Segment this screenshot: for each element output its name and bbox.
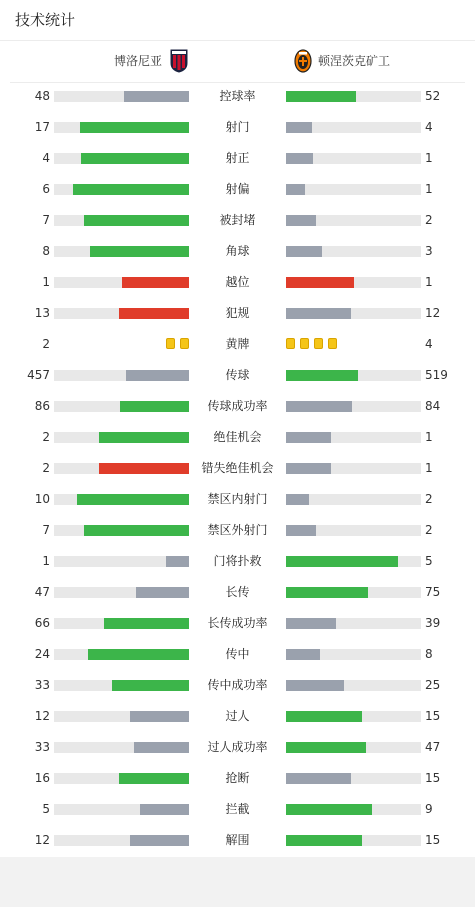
home-value: 7 <box>42 523 50 537</box>
stat-label: 绝佳机会 <box>213 430 262 444</box>
away-bar <box>286 401 352 412</box>
away-bar-track <box>286 91 421 102</box>
away-bar <box>286 556 398 567</box>
home-team[interactable] <box>114 48 188 74</box>
home-bar-track <box>54 308 189 319</box>
stat-row[interactable] <box>0 205 475 236</box>
home-bar-track <box>54 711 189 722</box>
stat-label: 控球率 <box>219 89 256 103</box>
stat-row[interactable] <box>0 329 475 360</box>
home-bar <box>166 556 189 567</box>
stat-row[interactable] <box>0 453 475 484</box>
home-bar <box>99 432 189 443</box>
stat-label: 长传成功率 <box>207 616 268 630</box>
home-value: 48 <box>34 89 50 103</box>
stat-label: 被封堵 <box>219 213 256 227</box>
away-value: 9 <box>425 802 433 816</box>
away-bar <box>286 742 366 753</box>
away-value: 1 <box>425 151 433 165</box>
home-value: 5 <box>42 802 50 816</box>
home-value: 2 <box>42 461 50 475</box>
stat-row[interactable] <box>0 546 475 577</box>
away-bar-track <box>286 742 421 753</box>
home-bar-track <box>54 742 189 753</box>
home-bar-track <box>54 804 189 815</box>
title-divider <box>0 40 475 41</box>
home-bar-track <box>54 401 189 412</box>
away-bar <box>286 91 356 102</box>
away-bar <box>286 246 322 257</box>
home-value: 1 <box>42 554 50 568</box>
home-value: 66 <box>34 616 50 630</box>
home-bar-track <box>54 91 189 102</box>
home-value: 16 <box>34 771 50 785</box>
away-bar <box>286 649 320 660</box>
away-value: 39 <box>425 616 441 630</box>
stat-label: 过人成功率 <box>207 740 268 754</box>
home-bar-track <box>54 153 189 164</box>
away-bar-track <box>286 432 421 443</box>
stat-label: 长传 <box>225 585 250 599</box>
stat-row[interactable] <box>0 391 475 422</box>
home-bar <box>126 370 189 381</box>
home-bar <box>84 215 189 226</box>
stat-row[interactable] <box>0 112 475 143</box>
yellow-card-icon <box>328 338 337 349</box>
stats-list <box>0 81 475 856</box>
stat-row[interactable] <box>0 298 475 329</box>
away-bar-track <box>286 804 421 815</box>
away-bar-track <box>286 556 421 567</box>
yellow-card-icon <box>314 338 323 349</box>
home-bar <box>119 308 189 319</box>
home-bar-track <box>54 649 189 660</box>
home-bar-track <box>54 122 189 133</box>
stat-label: 射正 <box>225 151 250 165</box>
home-bar <box>112 680 189 691</box>
stat-label: 解围 <box>225 833 250 847</box>
stat-row[interactable] <box>0 639 475 670</box>
stat-label: 犯规 <box>225 306 250 320</box>
away-bar-track <box>286 122 421 133</box>
stat-row[interactable] <box>0 236 475 267</box>
stat-row[interactable] <box>0 763 475 794</box>
away-bar <box>286 122 312 133</box>
home-bar <box>119 773 189 784</box>
page-title: 技术统计 <box>15 11 76 29</box>
stat-row[interactable] <box>0 732 475 763</box>
stat-row[interactable] <box>0 174 475 205</box>
home-value: 7 <box>42 213 50 227</box>
away-bar-track <box>286 587 421 598</box>
home-value: 33 <box>34 678 50 692</box>
stat-label: 门将扑救 <box>213 554 262 568</box>
stat-row[interactable] <box>0 422 475 453</box>
away-value: 3 <box>425 244 433 258</box>
yellow-card-icon <box>286 338 295 349</box>
home-bar <box>134 742 189 753</box>
home-bar <box>90 246 189 257</box>
stat-label: 越位 <box>225 275 250 289</box>
stat-row[interactable] <box>0 577 475 608</box>
home-value: 47 <box>34 585 50 599</box>
away-value: 2 <box>425 492 433 506</box>
home-value: 12 <box>34 833 50 847</box>
away-bar <box>286 184 305 195</box>
stat-label: 传球成功率 <box>207 399 268 413</box>
away-value: 84 <box>425 399 441 413</box>
home-value: 33 <box>34 740 50 754</box>
stat-label: 拦截 <box>225 802 250 816</box>
away-value: 47 <box>425 740 441 754</box>
home-bar <box>136 587 189 598</box>
stat-row[interactable] <box>0 360 475 391</box>
away-bar <box>286 277 354 288</box>
stat-label: 过人 <box>225 709 250 723</box>
home-bar <box>140 804 189 815</box>
away-bar-track <box>286 680 421 691</box>
away-bar <box>286 773 351 784</box>
away-bar <box>286 153 313 164</box>
home-bar-track <box>54 277 189 288</box>
away-bar <box>286 432 331 443</box>
away-value: 1 <box>425 461 433 475</box>
stat-label: 抢断 <box>225 771 250 785</box>
away-value: 2 <box>425 523 433 537</box>
home-value: 2 <box>42 337 50 351</box>
yellow-card-icon <box>300 338 309 349</box>
home-bar <box>88 649 189 660</box>
away-value: 4 <box>425 120 433 134</box>
home-bar <box>120 401 189 412</box>
stat-row[interactable] <box>0 701 475 732</box>
stat-row[interactable] <box>0 825 475 856</box>
away-bar-track <box>286 277 421 288</box>
home-value: 2 <box>42 430 50 444</box>
away-value: 2 <box>425 213 433 227</box>
home-bar-track <box>54 370 189 381</box>
home-value: 12 <box>34 709 50 723</box>
stat-row[interactable] <box>0 515 475 546</box>
bologna-badge-icon <box>170 49 188 73</box>
stat-label: 传球 <box>225 368 250 382</box>
stat-label: 射门 <box>225 120 250 134</box>
home-bar-track <box>54 494 189 505</box>
away-bar-track <box>286 308 421 319</box>
away-bar-track <box>286 618 421 629</box>
away-value: 5 <box>425 554 433 568</box>
home-value: 457 <box>27 368 50 382</box>
away-bar-track <box>286 215 421 226</box>
home-value: 4 <box>42 151 50 165</box>
away-team-name: 顿涅茨克矿工 <box>318 54 391 68</box>
away-bar <box>286 463 331 474</box>
home-bar-track <box>54 618 189 629</box>
stat-row[interactable] <box>0 670 475 701</box>
stat-row[interactable] <box>0 484 475 515</box>
away-bar-track <box>286 184 421 195</box>
home-value: 6 <box>42 182 50 196</box>
home-value: 86 <box>34 399 50 413</box>
home-bar-track <box>54 246 189 257</box>
home-bar <box>80 122 189 133</box>
home-bar-track <box>54 525 189 536</box>
home-value: 13 <box>34 306 50 320</box>
stat-label: 传中 <box>225 647 250 661</box>
stat-label: 错失绝佳机会 <box>201 461 274 475</box>
away-value: 1 <box>425 275 433 289</box>
yellow-card-icon <box>180 338 189 349</box>
home-bar <box>81 153 189 164</box>
away-bar <box>286 835 362 846</box>
away-bar-track <box>286 246 421 257</box>
away-value: 8 <box>425 647 433 661</box>
away-value: 15 <box>425 709 441 723</box>
stat-label: 射偏 <box>225 182 250 196</box>
stat-row[interactable] <box>0 608 475 639</box>
home-value: 10 <box>34 492 50 506</box>
home-bar <box>104 618 189 629</box>
away-bar-track <box>286 370 421 381</box>
home-bar-track <box>54 680 189 691</box>
stat-label: 黄牌 <box>225 337 250 351</box>
home-value: 17 <box>34 120 50 134</box>
away-value: 1 <box>425 430 433 444</box>
away-value: 519 <box>425 368 448 382</box>
home-value: 24 <box>34 647 50 661</box>
away-bar <box>286 215 316 226</box>
shakhtar-badge-icon <box>294 49 312 73</box>
away-value: 15 <box>425 771 441 785</box>
away-bar-track <box>286 401 421 412</box>
away-bar <box>286 370 358 381</box>
away-value: 25 <box>425 678 441 692</box>
away-value: 52 <box>425 89 441 103</box>
home-bar-track <box>54 463 189 474</box>
home-team-name: 博洛尼亚 <box>114 54 163 68</box>
home-yellow-cards <box>166 338 189 349</box>
away-bar-track <box>286 525 421 536</box>
away-team[interactable] <box>294 48 390 74</box>
home-bar <box>84 525 189 536</box>
away-bar <box>286 680 344 691</box>
stat-label: 角球 <box>225 244 250 258</box>
away-bar <box>286 804 372 815</box>
away-value: 1 <box>425 182 433 196</box>
home-bar-track <box>54 773 189 784</box>
away-bar <box>286 525 316 536</box>
home-bar <box>99 463 189 474</box>
away-value: 12 <box>425 306 441 320</box>
stat-row[interactable] <box>0 794 475 825</box>
away-value: 4 <box>425 337 433 351</box>
away-value: 75 <box>425 585 441 599</box>
away-bar <box>286 618 336 629</box>
home-bar <box>77 494 189 505</box>
away-bar-track <box>286 153 421 164</box>
away-yellow-cards <box>286 338 337 349</box>
home-value: 8 <box>42 244 50 258</box>
stat-row[interactable] <box>0 81 475 112</box>
away-bar <box>286 308 351 319</box>
home-bar <box>73 184 189 195</box>
stat-label: 禁区外射门 <box>207 523 268 537</box>
away-bar-track <box>286 463 421 474</box>
stat-label: 传中成功率 <box>207 678 268 692</box>
away-bar <box>286 494 309 505</box>
away-bar-track <box>286 494 421 505</box>
away-bar-track <box>286 649 421 660</box>
away-bar-track <box>286 835 421 846</box>
stat-label: 禁区内射门 <box>207 492 268 506</box>
home-bar-track <box>54 184 189 195</box>
stat-row[interactable] <box>0 267 475 298</box>
home-bar-track <box>54 835 189 846</box>
away-bar <box>286 587 368 598</box>
yellow-card-icon <box>166 338 175 349</box>
home-bar-track <box>54 432 189 443</box>
home-bar <box>130 711 189 722</box>
home-bar <box>122 277 190 288</box>
away-bar <box>286 711 362 722</box>
home-bar-track <box>54 587 189 598</box>
home-bar <box>130 835 189 846</box>
home-bar-track <box>54 556 189 567</box>
away-bar-track <box>286 711 421 722</box>
away-bar-track <box>286 773 421 784</box>
stat-row[interactable] <box>0 143 475 174</box>
away-value: 15 <box>425 833 441 847</box>
home-bar-track <box>54 215 189 226</box>
home-bar <box>124 91 189 102</box>
home-value: 1 <box>42 275 50 289</box>
